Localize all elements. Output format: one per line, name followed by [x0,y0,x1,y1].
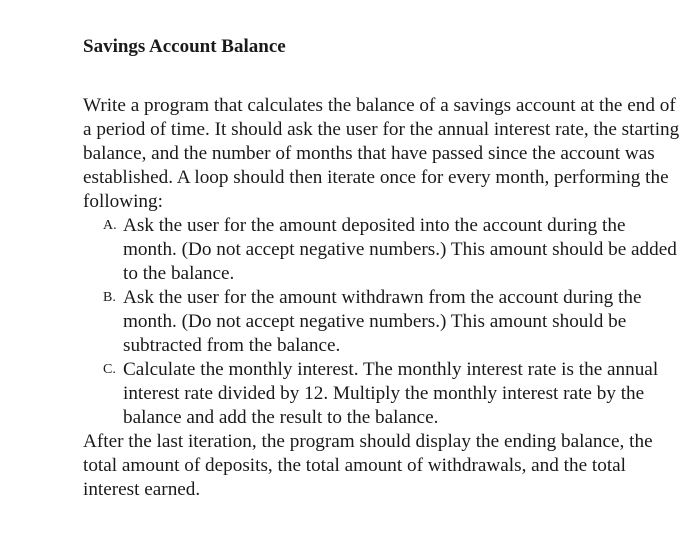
steps-list [83,214,683,430]
closing-paragraph: After the last iteration, the program should display the ending balance, the total amount of deposits, the total amount of withdrawals, and the total interest earned. [83,431,653,500]
step-text: Ask the user for the amount withdrawn from the account during the month. (Do not accept negative numbers.) This amount should be subtracted from the balance. [123,287,642,356]
intro-paragraph: Write a program that calculates the balance of a savings account at the end of a period of time. It should ask the user for the annual interest rate, the starting balance, and the number of months that have passed since the account was established. A loop should then iterate once for every month, performing the following: [83,95,680,212]
document-title: Savings Account Balance [83,36,286,57]
step-letter: C. [103,362,116,377]
document-page [83,34,683,502]
step-text: Calculate the monthly interest. The monthly interest rate is the annual interest rate divided by 12. Multiply the monthly interest rate by the balance and add the result to the balance. [123,359,659,428]
step-text: Ask the user for the amount deposited into the account during the month. (Do not accept negative numbers.) This amount should be added to the balance. [123,215,677,284]
step-letter: A. [103,218,117,233]
step-letter: B. [103,290,116,305]
step-item-b [83,286,683,358]
step-item-a [83,214,683,286]
step-item-c [83,358,683,430]
